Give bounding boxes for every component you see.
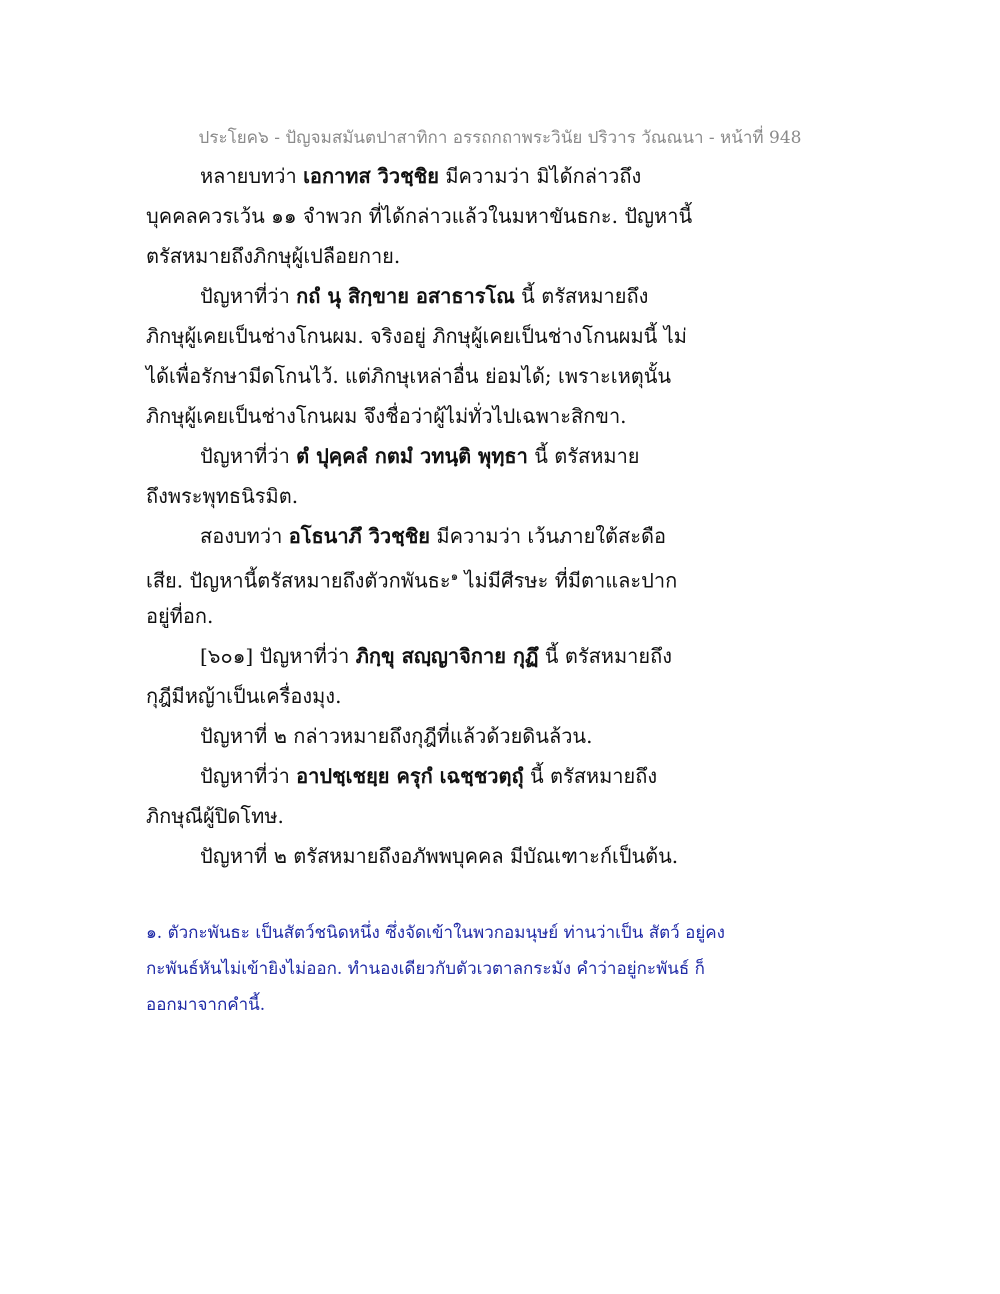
paragraph-3-line-0 — [146, 516, 706, 556]
footnote-line: ๑. ตัวกะพันธะ เป็นสัตว์ชนิดหนึ่ง ซึ่งจัดเข้าในพวกอมนุษย์ ท่านว่าเป็น สัตว์ อยู่คง — [146, 923, 725, 943]
paragraph-6-line-0 — [146, 756, 706, 796]
paragraph-1-line-1 — [146, 316, 706, 356]
running-header: ประโยค๖ - ปัญจมสมันตปาสาทิกา อรรถกถาพระวินัย ปริวาร วัณณนา - หน้าที่ 948 — [198, 128, 802, 148]
paragraph-1-line-2 — [146, 356, 706, 396]
text-run: ปัญหาที่ ๒ กล่าวหมายถึงกุฎีที่แล้วด้วยดินล้วน. — [200, 724, 593, 748]
text-run: อยู่ที่อก. — [146, 604, 214, 628]
pali-term: อาปชฺเชยฺย ครุกํ เฉชฺชวตฺถุํ — [296, 764, 524, 788]
text-run: ปัญหาที่ ๒ ตรัสหมายถึงอภัพพบุคคล มีบัณเฑาะก์เป็นต้น. — [200, 844, 679, 868]
text-run: ปัญหาที่ว่า — [200, 444, 297, 468]
footnote — [146, 915, 786, 1023]
text-run: มีความว่า มิได้กล่าวถึง — [438, 164, 642, 188]
paragraph-3-line-1 — [146, 556, 706, 596]
text-run: นี้ ตรัสหมาย — [527, 444, 640, 468]
main-text — [146, 156, 706, 876]
footnote-marker: ๑ — [450, 569, 459, 583]
text-run: บุคคลควรเว้น ๑๑ จำพวก ที่ได้กล่าวแล้วในมหาขันธกะ. ปัญหานี้ — [146, 204, 693, 228]
text-run: นี้ ตรัสหมายถึง — [538, 644, 672, 668]
text-run: นี้ ตรัสหมายถึง — [523, 764, 658, 788]
text-run: ภิกษุผู้เคยเป็นช่างโกนผม. จริงอยู่ ภิกษุผู้เคยเป็นช่างโกนผมนี้ ไม่ — [146, 324, 687, 348]
footnote-line: ออกมาจากคำนี้. — [146, 995, 266, 1015]
paragraph-4-line-1 — [146, 676, 706, 716]
text-run: ปัญหาที่ว่า — [200, 284, 297, 308]
paragraph-4-line-0 — [146, 636, 706, 676]
text-run: ถึงพระพุทธนิรมิต. — [146, 484, 299, 508]
pali-term: เอกาทส วิวชฺชิย — [303, 164, 439, 188]
paragraph-0-line-1 — [146, 196, 706, 236]
pali-term: ภิกฺขุ สญฺญาจิกาย กุฏึ — [355, 644, 539, 668]
pali-term: กถํ นุ สิกฺขาย อสาธารโณ — [296, 284, 515, 308]
text-run: นี้ ตรัสหมายถึง — [514, 284, 649, 308]
paragraph-2-line-1 — [146, 476, 706, 516]
pali-term: อโธนาภึ วิวชฺชิย — [288, 524, 431, 548]
paragraph-0-line-2 — [146, 236, 706, 276]
paragraph-5-line-0 — [146, 716, 706, 756]
text-run: เสีย. ปัญหานี้ตรัสหมายถึงตัวกพันธะ — [146, 568, 451, 593]
footnote-line: กะพันธ์หันไม่เข้ายิงไม่ออก. ทำนองเดียวกับตัวเวตาลกระมัง คำว่าอยู่กะพันธ์ ก็ — [146, 959, 705, 979]
text-run: ปัญหาที่ว่า — [200, 764, 297, 788]
paragraph-7-line-0 — [146, 836, 706, 876]
text-run: ตรัสหมายถึงภิกษุผู้เปลือยกาย. — [146, 244, 401, 268]
pali-term: ตํ ปุคฺคลํ กตมํ วทนฺติ พุทฺธา — [296, 444, 528, 468]
paragraph-2-line-0 — [146, 436, 706, 476]
paragraph-1-line-0 — [146, 276, 706, 316]
text-run: ไม่มีศีรษะ ที่มีตาและปาก — [458, 568, 678, 593]
paragraph-3-line-2 — [146, 596, 706, 636]
text-run: มีความว่า เว้นภายใต้สะดือ — [430, 524, 666, 548]
text-run: ได้เพื่อรักษามีดโกนไว้. แต่ภิกษุเหล่าอื่น ย่อมได้; เพราะเหตุนั้น — [146, 364, 672, 388]
text-run: สองบทว่า — [200, 524, 289, 548]
text-run: กุฎีมีหญ้าเป็นเครื่องมุง. — [146, 684, 342, 708]
paragraph-0-line-0 — [146, 156, 706, 196]
text-run: ภิกษุณีผู้ปิดโทษ. — [146, 804, 284, 828]
text-run: หลายบทว่า — [200, 164, 304, 188]
paragraph-1-line-3 — [146, 396, 706, 436]
text-run: [๖๐๑] ปัญหาที่ว่า — [200, 644, 356, 668]
text-run: ภิกษุผู้เคยเป็นช่างโกนผม จึงชื่อว่าผู้ไม่ทั่วไปเฉพาะสิกขา. — [146, 404, 627, 428]
paragraph-6-line-1 — [146, 796, 706, 836]
